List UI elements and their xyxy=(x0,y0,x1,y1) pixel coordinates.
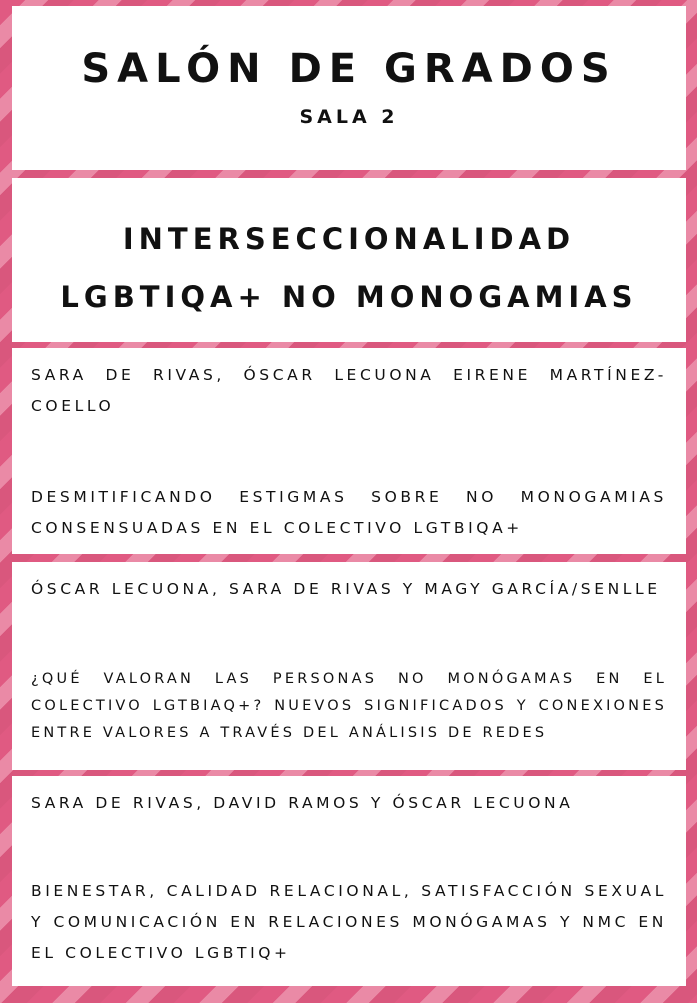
talk-card xyxy=(12,562,686,770)
topic-line-1: INTERSECCIONALIDAD xyxy=(122,222,576,256)
room-label: SALA 2 xyxy=(299,106,399,128)
talk-title: DESMITIFICANDO ESTIGMAS SOBRE NO MONOGAMIAS CONSENSUADAS EN EL COLECTIVO LGTBIQA+ xyxy=(31,488,667,537)
topic-line-2: LGBTIQA+ NO MONOGAMIAS xyxy=(60,280,638,314)
talk-title: ¿QUÉ VALORAN LAS PERSONAS NO MONÓGAMAS EN EL COLECTIVO LGTBIAQ+? NUEVOS SIGNIFICADOS Y CONEXIONES ENTRE VALORES A TRAVÉS DEL ANÁLISIS DE REDES xyxy=(31,671,667,741)
venue-title: SALÓN DE GRADOS xyxy=(81,46,617,92)
talk-authors: ÓSCAR LECUONA, SARA DE RIVAS Y MAGY GARCÍA/SENLLE xyxy=(31,580,661,598)
talk-title: BIENESTAR, CALIDAD RELACIONAL, SATISFACCIÓN SEXUAL Y COMUNICACIÓN EN RELACIONES MONÓGAMAS Y NMC EN EL COLECTIVO LGBTIQ+ xyxy=(31,882,667,962)
session-topic-card xyxy=(12,178,686,342)
session-topic xyxy=(12,210,686,326)
talk-card xyxy=(12,348,686,554)
venue-card xyxy=(12,6,686,170)
talk-card xyxy=(12,776,686,986)
talk-authors: SARA DE RIVAS, DAVID RAMOS Y ÓSCAR LECUONA xyxy=(31,794,574,812)
talk-authors: SARA DE RIVAS, ÓSCAR LECUONA EIRENE MARTÍNEZ-COELLO xyxy=(31,366,667,415)
